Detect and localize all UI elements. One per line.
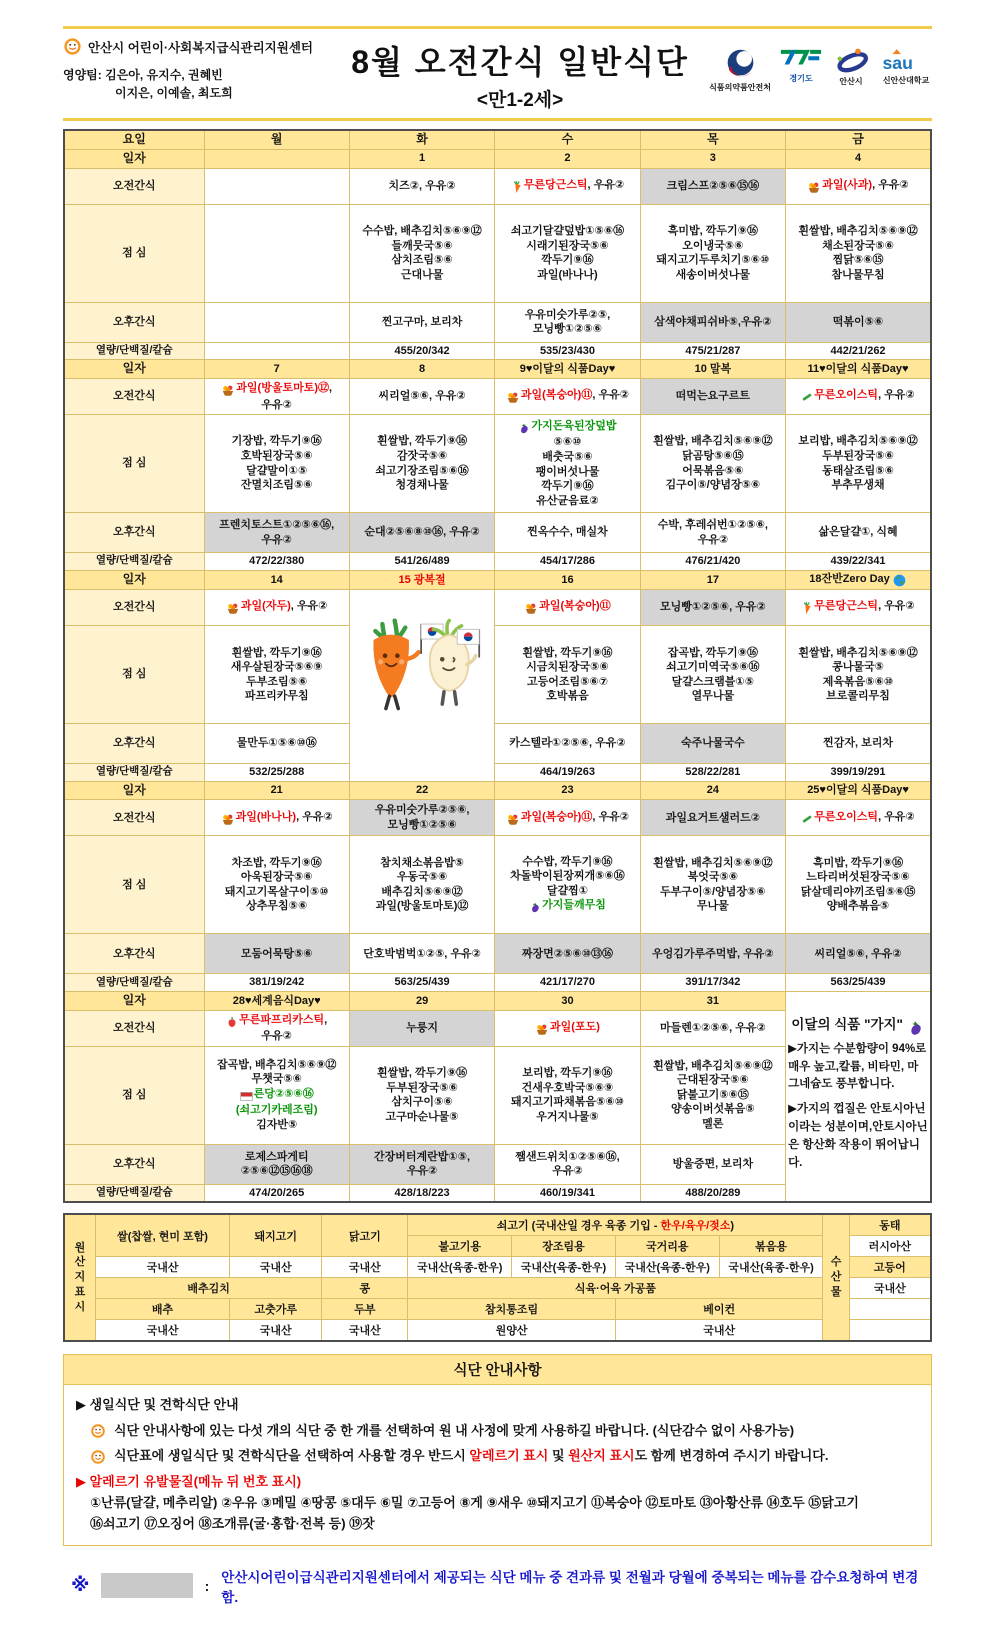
beef-subheader: 불고기용 xyxy=(408,1236,512,1257)
seafood-name: 고등어 xyxy=(849,1257,931,1278)
pm-cell: 단호박범벅①②⑤, 우유② xyxy=(349,934,494,974)
date-cell: 31 xyxy=(640,991,785,1010)
row-label-am: 오전간식 xyxy=(64,590,204,626)
day-header: 월 xyxy=(204,130,349,149)
nutrition-cell: 460/19/341 xyxy=(495,1184,640,1202)
row-label-nut: 열량/단백질/칼슘 xyxy=(64,764,204,782)
origin-value: 국내산 xyxy=(322,1257,408,1278)
row-label-pm: 오후간식 xyxy=(64,934,204,974)
origin-value: 국내산 xyxy=(230,1320,322,1342)
food-of-month-title: 이달의 식품 "가지" xyxy=(788,1016,928,1036)
pm-cell xyxy=(204,302,349,342)
eggplant-icon xyxy=(529,900,541,915)
fruit-icon xyxy=(535,1022,549,1037)
nutrition-cell: 439/22/341 xyxy=(786,553,931,571)
date-cell: 17 xyxy=(640,570,785,590)
cucumber-icon xyxy=(801,390,813,405)
lunch-cell: 흰쌀밥, 배추김치⑤⑥⑨⑫ 채소된장국⑤⑥ 찜닭⑤⑥⑮ 참나물무침 xyxy=(786,204,931,302)
svg-text:sau: sau xyxy=(882,53,913,73)
footnote-marker: ※ xyxy=(71,1575,90,1597)
am-cell: 크림스프②⑤⑥⑮⑯ xyxy=(640,168,785,204)
date-cell: 2 xyxy=(495,149,640,168)
am-cell: 과일(포도) xyxy=(495,1010,640,1046)
fruit-icon xyxy=(506,390,520,405)
notice-bullet-text: 식단표에 생일식단 및 견학식단을 선택하여 사용할 경우 반드시 알레르기 표시 및 원산지 표시도 함께 변경하여 주시기 바랍니다. xyxy=(114,1448,829,1464)
date-cell: 16 xyxy=(495,570,640,590)
nutrition-cell: 421/17/270 xyxy=(495,974,640,992)
notice-bullet xyxy=(76,1421,919,1441)
row-label-pm: 오후간식 xyxy=(64,1144,204,1184)
row-label-nut: 열량/단백질/칼슘 xyxy=(64,1184,204,1202)
lunch-cell xyxy=(204,204,349,302)
notice-section2-title: ▶ 알레르기 유발물질(메뉴 뒤 번호 표시) xyxy=(76,1473,302,1489)
origin-value: 국내산 xyxy=(615,1320,823,1342)
fruit-icon xyxy=(221,812,235,827)
beef-subheader: 국거리용 xyxy=(615,1236,719,1257)
nutrition-cell: 475/21/287 xyxy=(640,342,785,360)
lunch-cell: 흰쌀밥, 깍두기⑨⑯ 감잣국⑤⑥ 쇠고기장조림⑤⑥⑯ 청경채나물 xyxy=(349,415,494,513)
day-header: 수 xyxy=(495,130,640,149)
logo-sau: sau 신안산대학교 xyxy=(880,47,932,86)
row-label-am: 오전간식 xyxy=(64,168,204,204)
pm-cell: 숙주나물국수 xyxy=(640,724,785,764)
lunch-cell: 흑미밥, 깍두기⑨⑯ 오이냉국⑤⑥ 돼지고기두루치기⑤⑥⑩ 새송이버섯나물 xyxy=(640,204,785,302)
fruit-icon xyxy=(807,180,821,195)
pm-cell: 씨리얼⑤⑥, 우유② xyxy=(786,934,931,974)
origin-value: 국내산(육종-한우) xyxy=(615,1257,719,1278)
origin-header-beef: 쇠고기 (국내산일 경우 육종 기입 - 한우/육우/젖소) xyxy=(408,1214,823,1236)
footnote xyxy=(63,1566,932,1606)
lunch-cell: 흰쌀밥, 배추김치⑤⑥⑨⑫ 북엇국⑤⑥ 두부구이⑤/양념장⑤⑥ 무나물 xyxy=(640,836,785,934)
seafood-origin: 러시아산 xyxy=(849,1236,931,1257)
am-cell: 치즈②, 우유② xyxy=(349,168,494,204)
day-header-label: 요일 xyxy=(64,130,204,149)
am-cell: 과일(복숭아)⑪, 우유② xyxy=(495,800,640,836)
am-cell: 과일요거트샐러드② xyxy=(640,800,785,836)
smiley-icon xyxy=(90,1446,106,1466)
carrot-icon xyxy=(511,180,523,195)
nutrition-cell: 391/17/342 xyxy=(640,974,785,992)
pm-cell: 프렌치토스트①②⑤⑥⑯, 우유② xyxy=(204,513,349,553)
origin-value: 국내산(육종-한우) xyxy=(408,1257,512,1278)
seafood-empty xyxy=(849,1299,931,1320)
smiley-logo-icon xyxy=(63,37,82,56)
footnote-separator: : xyxy=(204,1577,210,1594)
lunch-cell: 잡곡밥, 깍두기⑨⑯ 쇠고기미역국⑤⑥⑯ 달걀스크램블①⑤ 열무나물 xyxy=(640,626,785,724)
row-label-lunch: 점 심 xyxy=(64,836,204,934)
lunch-cell: 차조밥, 깍두기⑨⑯ 아욱된장국⑤⑥ 돼지고기목살구이⑤⑩ 상추무침⑤⑥ xyxy=(204,836,349,934)
seafood-origin: 국내산 xyxy=(849,1278,931,1299)
fruit-icon xyxy=(221,383,235,398)
header xyxy=(63,37,932,112)
am-cell: 무른당근스틱, 우유② xyxy=(786,590,931,626)
logo-mfds: 식품의약품안전처 xyxy=(709,47,771,93)
lunch-cell: 쇠고기달걀덮밥①⑤⑥⑯ 시래기된장국⑤⑥ 깍두기⑨⑯ 과일(바나나) xyxy=(495,204,640,302)
team-line-1: 영양팀: 김은아, 유지수, 권혜빈 xyxy=(63,68,223,82)
header-logos xyxy=(709,37,932,93)
nutrition-cell: 541/26/489 xyxy=(349,553,494,571)
food-of-month-box xyxy=(786,991,931,1202)
origin-header-processed: 식육·어육 가공품 xyxy=(408,1278,823,1299)
origin-value: 국내산 xyxy=(322,1320,408,1342)
lunch-cell: 흰쌀밥, 배추김치⑤⑥⑨⑫ 콩나물국⑤ 제육볶음⑤⑥⑩ 브로콜리무침 xyxy=(786,626,931,724)
origin-table xyxy=(63,1213,932,1342)
date-cell xyxy=(204,149,349,168)
notice-bullet-text: 식단 안내사항에 있는 다섯 개의 식단 중 한 개를 선택하여 원 내 사정에 맞게 사용하길 바랍니다. (식단감수 없이 사용가능) xyxy=(114,1422,795,1438)
logo-ansan: 안산시 xyxy=(831,47,871,87)
row-label-nut: 열량/단백질/칼슘 xyxy=(64,974,204,992)
am-cell: 누룽지 xyxy=(349,1010,494,1046)
page-subtitle: <만1-2세> xyxy=(476,90,564,111)
am-cell: 과일(복숭아)⑪ xyxy=(495,590,640,626)
paprika-icon xyxy=(226,1015,238,1030)
eggplant-icon xyxy=(907,1018,924,1036)
am-cell: 과일(복숭아)⑪, 우유② xyxy=(495,379,640,415)
lunch-cell: 흰쌀밥, 깍두기⑨⑯ 두부된장국⑤⑥ 삼치구이⑤⑥ 고구마순나물⑤ xyxy=(349,1046,494,1144)
pm-cell: 삶은달걀①, 식혜 xyxy=(786,513,931,553)
origin-value: 원양산 xyxy=(408,1320,616,1342)
row-label-pm: 오후간식 xyxy=(64,724,204,764)
lunch-cell: 흰쌀밥, 배추김치⑤⑥⑨⑫ 근대된장국⑤⑥ 닭불고기⑤⑥⑮ 양송이버섯볶음⑤ 멜론 xyxy=(640,1046,785,1144)
fruit-icon xyxy=(226,601,240,616)
seafood-name: 동태 xyxy=(849,1214,931,1236)
header-divider xyxy=(63,118,932,121)
lunch-cell: 보리밥, 배추김치⑤⑥⑨⑫ 두부된장국⑤⑥ 동태살조림⑤⑥ 부추무생채 xyxy=(786,415,931,513)
row-label-nut: 열량/단백질/칼슘 xyxy=(64,342,204,360)
nutrition-cell: 464/19/263 xyxy=(495,764,640,782)
cucumber-icon xyxy=(801,812,813,827)
allergen-list-line1: ①난류(달걀, 메추리알) ②우유 ③메밀 ④땅콩 ⑤대두 ⑥밀 ⑦고등어 ⑧게 ⑨새우 ⑩돼지고기 ⑪복숭아 ⑫토마토 ⑬아황산류 ⑭호두 ⑮닭고기 xyxy=(90,1495,859,1511)
row-label-am: 오전간식 xyxy=(64,800,204,836)
nutrition-cell: 399/19/291 xyxy=(786,764,931,782)
nutrition-team xyxy=(63,66,331,102)
lunch-cell: 흰쌀밥, 배추김치⑤⑥⑨⑫ 닭곰탕⑤⑥⑮ 어묵볶음⑤⑥ 김구이⑤/양념장⑤⑥ xyxy=(640,415,785,513)
date-cell: 15 광복절 xyxy=(349,570,494,590)
am-cell: 마들렌①②⑤⑥, 우유② xyxy=(640,1010,785,1046)
am-cell: 과일(바나나), 우유② xyxy=(204,800,349,836)
am-cell: 무른오이스틱, 우유② xyxy=(786,379,931,415)
pm-cell: 짜장면②⑤⑥⑩⑬⑯ xyxy=(495,934,640,974)
am-cell: 모닝빵①②⑤⑥, 우유② xyxy=(640,590,785,626)
row-label-nut: 열량/단백질/칼슘 xyxy=(64,553,204,571)
nutrition-cell: 535/23/430 xyxy=(495,342,640,360)
pm-cell: 방울증편, 보리차 xyxy=(640,1144,785,1184)
row-label-lunch: 점 심 xyxy=(64,626,204,724)
origin-value: 국내산(육종-한우) xyxy=(719,1257,823,1278)
pm-cell: 찐고구마, 보리차 xyxy=(349,302,494,342)
date-cell: 14 xyxy=(204,570,349,590)
am-cell: 무른당근스틱, 우유② xyxy=(495,168,640,204)
pm-cell: 우엉김가루주먹밥, 우유② xyxy=(640,934,785,974)
food-of-month-paragraph: ▶가지는 수분함량이 94%로 매우 높고,칼륨, 비타민, 마그네슘도 풍부합니다. xyxy=(788,1042,927,1091)
am-cell: 떠먹는요구르트 xyxy=(640,379,785,415)
team-line-2: 이지은, 이예솔, 최도희 xyxy=(115,86,233,100)
date-cell: 21 xyxy=(204,781,349,800)
date-cell: 8 xyxy=(349,360,494,379)
origin-header-chicken: 닭고기 xyxy=(322,1214,408,1257)
lunch-cell: 수수밥, 배추김치⑤⑥⑨⑫ 들깨뭇국⑤⑥ 삼치조림⑤⑥ 근대나물 xyxy=(349,204,494,302)
row-label-date: 일자 xyxy=(64,149,204,168)
date-cell: 3 xyxy=(640,149,785,168)
origin-value: 국내산 xyxy=(95,1320,229,1342)
am-cell: 무른파프리카스틱, 우유② xyxy=(204,1010,349,1046)
day-header: 목 xyxy=(640,130,785,149)
flag-id-icon xyxy=(240,1089,253,1104)
origin-subheader: 참치통조림 xyxy=(408,1299,616,1320)
nutrition-cell: 563/25/439 xyxy=(786,974,931,992)
origin-value: 국내산(육종-한우) xyxy=(512,1257,616,1278)
origin-value: 국내산 xyxy=(95,1257,229,1278)
nutrition-cell: 472/22/380 xyxy=(204,553,349,571)
footnote-text: 안산시어린이급식관리지원센터에서 제공되는 식단 메뉴 중 견과류 및 전월과 당월에 중복되는 메뉴를 감수요청하여 변경 함. xyxy=(221,1569,919,1605)
origin-header-pork: 돼지고기 xyxy=(230,1214,322,1257)
fruit-icon xyxy=(524,601,538,616)
date-cell: 28♥세계음식Day♥ xyxy=(204,991,349,1010)
nutrition-cell xyxy=(204,342,349,360)
row-label-lunch: 점 심 xyxy=(64,415,204,513)
date-cell: 1 xyxy=(349,149,494,168)
nutrition-cell: 528/22/281 xyxy=(640,764,785,782)
seafood-empty xyxy=(849,1320,931,1342)
pm-cell: 카스텔라①②⑤⑥, 우유② xyxy=(495,724,640,764)
notice-title: 식단 안내사항 xyxy=(64,1355,931,1385)
menu-table xyxy=(63,129,932,1203)
notice-bullet xyxy=(76,1446,919,1466)
notice-section1-title: ▶ 생일식단 및 견학식단 안내 xyxy=(76,1397,239,1413)
nutrition-cell: 476/21/420 xyxy=(640,553,785,571)
nutrition-cell: 488/20/289 xyxy=(640,1184,785,1202)
nutrition-cell: 455/20/342 xyxy=(349,342,494,360)
logo-gyeonggi: 경기도 xyxy=(780,47,822,84)
pm-cell: 삼색야채피쉬바⑤,우유② xyxy=(640,302,785,342)
date-cell: 29 xyxy=(349,991,494,1010)
date-cell: 10 말복 xyxy=(640,360,785,379)
nutrition-cell: 532/25/288 xyxy=(204,764,349,782)
row-label-date: 일자 xyxy=(64,991,204,1010)
am-cell: 과일(사과), 우유② xyxy=(786,168,931,204)
gray-legend-swatch xyxy=(101,1573,192,1598)
am-cell: 과일(자두), 우유② xyxy=(204,590,349,626)
row-label-pm: 오후간식 xyxy=(64,513,204,553)
row-label-date: 일자 xyxy=(64,570,204,590)
date-cell: 11♥이달의 식품Day♥ xyxy=(786,360,931,379)
nutrition-cell: 454/17/286 xyxy=(495,553,640,571)
lunch-cell: 흰쌀밥, 깍두기⑨⑯ 시금치된장국⑤⑥ 고등어조림⑤⑥⑦ 호박볶음 xyxy=(495,626,640,724)
date-cell: 7 xyxy=(204,360,349,379)
nutrition-cell: 563/25/439 xyxy=(349,974,494,992)
liberation-day-illustration xyxy=(349,590,494,782)
row-label-lunch: 점 심 xyxy=(64,1046,204,1144)
pm-cell: 모둠어묵탕⑤⑥ xyxy=(204,934,349,974)
origin-header-bean: 콩 xyxy=(322,1278,408,1299)
am-cell: 씨리얼⑤⑥, 우유② xyxy=(349,379,494,415)
notice-box xyxy=(63,1354,932,1546)
pm-cell: 떡볶이⑤⑥ xyxy=(786,302,931,342)
pm-cell: 수박, 후레쉬번①②⑤⑥, 우유② xyxy=(640,513,785,553)
ansan-logo-icon xyxy=(831,47,871,74)
pm-cell: 쨈샌드위치①②⑤⑥⑯, 우유② xyxy=(495,1144,640,1184)
pm-cell: 찐옥수수, 매실차 xyxy=(495,513,640,553)
row-label-pm: 오후간식 xyxy=(64,302,204,342)
nutrition-cell: 474/20/265 xyxy=(204,1184,349,1202)
row-label-lunch: 점 심 xyxy=(64,204,204,302)
origin-side-label: 원 산 지 표 시 xyxy=(64,1214,95,1341)
date-cell: 18잔반Zero Day xyxy=(786,570,931,590)
pm-cell: 로제스파게티 ②⑤⑥⑫⑮⑯⑱ xyxy=(204,1144,349,1184)
pm-cell: 우유미숫가루②⑤, 모닝빵①②⑤⑥ xyxy=(495,302,640,342)
lunch-cell: 잡곡밥, 배추김치⑤⑥⑨⑫ 무챗국⑤⑥ 른당②⑤⑥⑯ (쇠고기카레조림) 김자반⑤ xyxy=(204,1046,349,1144)
lunch-cell: 흑미밥, 깍두기⑨⑯ 느타리버섯된장국⑤⑥ 닭살데리야끼조림⑤⑥⑮ 양배추볶음⑤ xyxy=(786,836,931,934)
row-label-am: 오전간식 xyxy=(64,379,204,415)
header-left xyxy=(63,37,331,102)
top-divider xyxy=(63,26,932,29)
lunch-cell: 보리밥, 깍두기⑨⑯ 건새우호박국⑤⑥⑨ 돼지고기파채볶음⑤⑥⑩ 우거지나물⑤ xyxy=(495,1046,640,1144)
row-label-date: 일자 xyxy=(64,781,204,800)
lunch-cell: 기장밥, 깍두기⑨⑯ 호박된장국⑤⑥ 달걀말이①⑤ 잔멸치조림⑤⑥ xyxy=(204,415,349,513)
date-cell: 25♥이달의 식품Day♥ xyxy=(786,781,931,800)
beef-subheader: 볶음용 xyxy=(719,1236,823,1257)
header-center xyxy=(331,37,709,112)
am-cell xyxy=(204,168,349,204)
origin-subheader: 베이컨 xyxy=(615,1299,823,1320)
am-cell: 우유미숫가루②⑤⑥, 모닝빵①②⑤⑥ xyxy=(349,800,494,836)
am-cell: 과일(방울토마토)⑫, 우유② xyxy=(204,379,349,415)
nutrition-cell: 428/18/223 xyxy=(349,1184,494,1202)
lunch-cell: 가지돈육된장덮밥 ⑤⑥⑩ 배춧국⑤⑥ 팽이버섯나물 깍두기⑨⑯ 유산균음료② xyxy=(495,415,640,513)
date-cell: 24 xyxy=(640,781,785,800)
gyeonggi-logo-icon xyxy=(780,47,822,71)
date-cell: 4 xyxy=(786,149,931,168)
nutrition-cell: 442/21/262 xyxy=(786,342,931,360)
day-header: 화 xyxy=(349,130,494,149)
origin-value: 국내산 xyxy=(230,1257,322,1278)
pm-cell: 물만두①⑤⑥⑩⑯ xyxy=(204,724,349,764)
lunch-cell: 흰쌀밥, 깍두기⑨⑯ 새우살된장국⑤⑥⑨ 두부조림⑤⑥ 파프리카무침 xyxy=(204,626,349,724)
carrot-icon xyxy=(801,601,813,616)
page-title: 8월 오전간식 일반식단 xyxy=(351,44,689,80)
seafood-side-label: 수산물 xyxy=(823,1214,849,1341)
date-cell: 30 xyxy=(495,991,640,1010)
food-of-month-paragraph: ▶가지의 껍질은 안토시아닌이라는 성분이며,안토시아닌은 항산화 작용이 뛰어납니다. xyxy=(788,1103,928,1169)
origin-subheader: 고춧가루 xyxy=(230,1299,322,1320)
smiley-icon xyxy=(90,1421,106,1441)
pm-cell: 간장버터계란밥①⑤, 우유② xyxy=(349,1144,494,1184)
date-cell: 23 xyxy=(495,781,640,800)
eggplant-icon xyxy=(518,421,530,436)
fruit-icon xyxy=(506,812,520,827)
am-cell: 무른오이스틱, 우유② xyxy=(786,800,931,836)
origin-subheader: 두부 xyxy=(322,1299,408,1320)
nutrition-cell: 381/19/242 xyxy=(204,974,349,992)
row-label-am: 오전간식 xyxy=(64,1010,204,1046)
org-name: 안산시 어린이·사회복지급식관리지원센터 xyxy=(88,40,313,55)
lunch-cell: 참치채소볶음밥⑤ 우동국⑤⑥ 배추김치⑤⑥⑨⑫ 과일(방울토마토)⑫ xyxy=(349,836,494,934)
mfds-logo-icon xyxy=(724,47,757,80)
sau-logo-icon xyxy=(880,47,932,73)
origin-subheader: 배추 xyxy=(95,1299,229,1320)
origin-header-rice: 쌀(찹쌀, 현미 포함) xyxy=(95,1214,229,1257)
date-cell: 22 xyxy=(349,781,494,800)
date-cell: 9♥이달의 식품Day♥ xyxy=(495,360,640,379)
allergen-list-line2: ⑯쇠고기 ⑰오징어 ⑱조개류(굴·홍합·전복 등) ⑲잣 xyxy=(90,1516,375,1532)
pm-cell: 찐감자, 보리차 xyxy=(786,724,931,764)
day-header: 금 xyxy=(786,130,931,149)
globe-icon xyxy=(893,574,906,589)
beef-subheader: 장조림용 xyxy=(512,1236,616,1257)
pm-cell: 순대②⑤⑥⑧⑩⑯, 우유② xyxy=(349,513,494,553)
lunch-cell: 수수밥, 깍두기⑨⑯ 차돌박이된장찌개⑤⑥⑯ 달걀찜① 가지들깨무침 xyxy=(495,836,640,934)
row-label-date: 일자 xyxy=(64,360,204,379)
origin-header-kimchi: 배추김치 xyxy=(95,1278,321,1299)
